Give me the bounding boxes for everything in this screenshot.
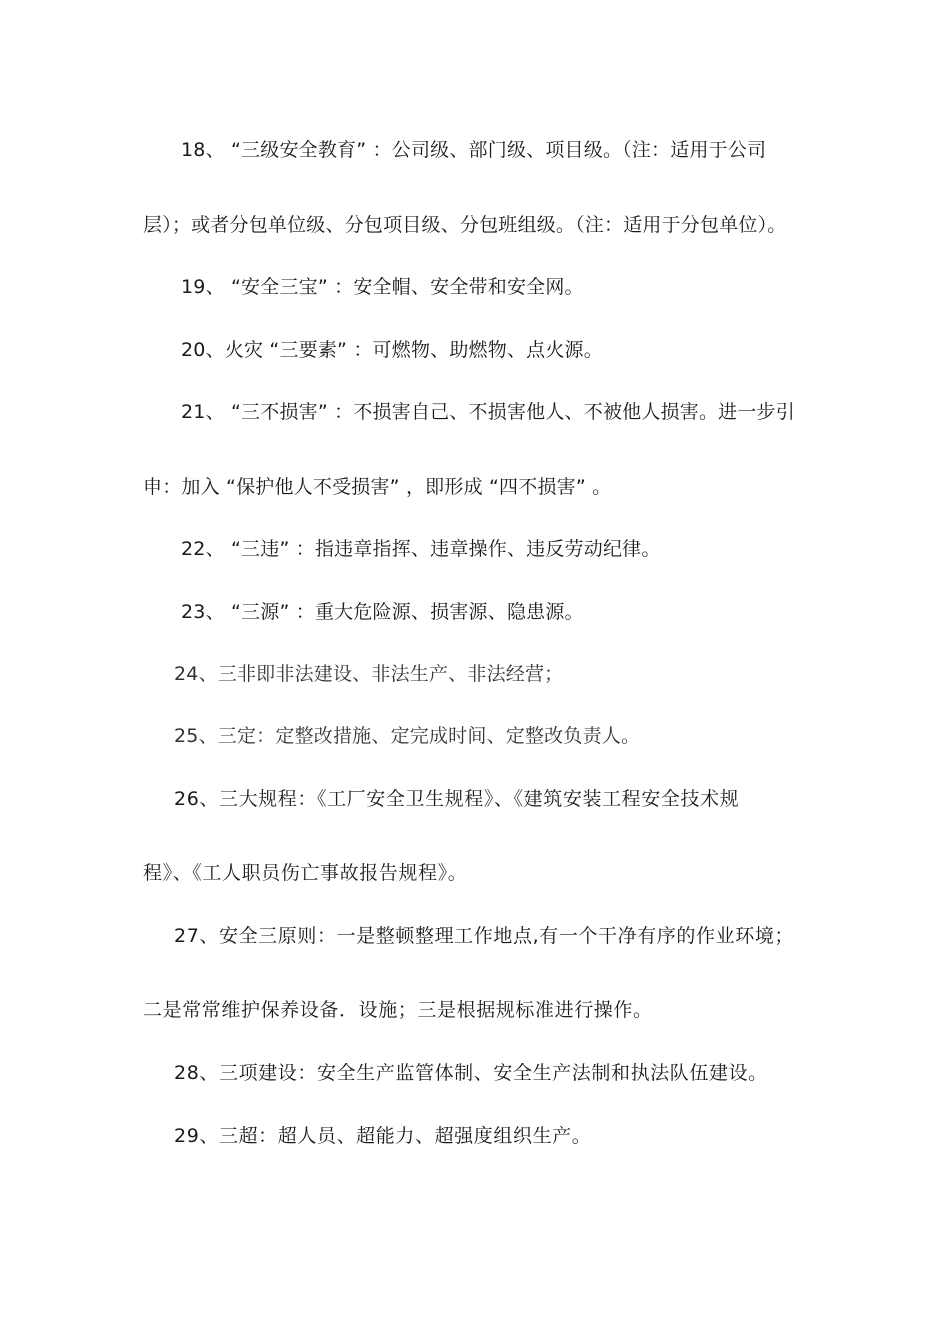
item-24-line-1: 24、三非即非法建设、非法生产、非法经营； (174, 663, 564, 685)
item-22-line-1: 22、 “三违” ：指违章指挥、违章操作、违反劳动纪律。 (181, 538, 661, 560)
item-20-line-1: 20、火灾 “三要素” ：可燃物、助燃物、点火源。 (181, 339, 603, 361)
item-28-line-1: 28、三项建设：安全生产监管体制、安全生产法制和执法队伍建设。 (174, 1062, 768, 1084)
item-21-line-1: 21、 “三不损害” ：不损害自己、不损害他人、不被他人损害。进一步引 (181, 401, 795, 423)
item-29-line-1: 29、三超：超人员、超能力、超强度组织生产。 (174, 1125, 592, 1147)
item-18-line-1: 18、 “三级安全教育” ：公司级、部门级、项目级。（注：适用于公司 (181, 139, 767, 161)
item-18-line-2: 层）；或者分包单位级、分包项目级、分包班组级。（注：适用于分包单位）。 (143, 214, 787, 236)
item-26-line-1: 26、三大规程：《工厂安全卫生规程》、《建筑安装工程安全技术规 (174, 788, 740, 810)
item-21-line-2: 申：加入 “保护他人不受损害” ，即形成 “四不损害” 。 (143, 476, 612, 498)
item-25-line-1: 25、三定：定整改措施、定完成时间、定整改负责人。 (174, 725, 641, 747)
item-27-line-2: 二是常常维护保养设备．设施；三是根据规标准进行操作。 (143, 999, 653, 1021)
item-27-line-1: 27、安全三原则：一是整顿整理工作地点,有一个干净有序的作业环境； (174, 925, 795, 947)
item-19-line-1: 19、 “安全三宝” ：安全帽、安全带和安全网。 (181, 276, 584, 298)
item-23-line-1: 23、 “三源” ：重大危险源、损害源、隐患源。 (181, 601, 584, 623)
item-26-line-2: 程》、《工人职员伤亡事故报告规程》。 (143, 862, 468, 884)
